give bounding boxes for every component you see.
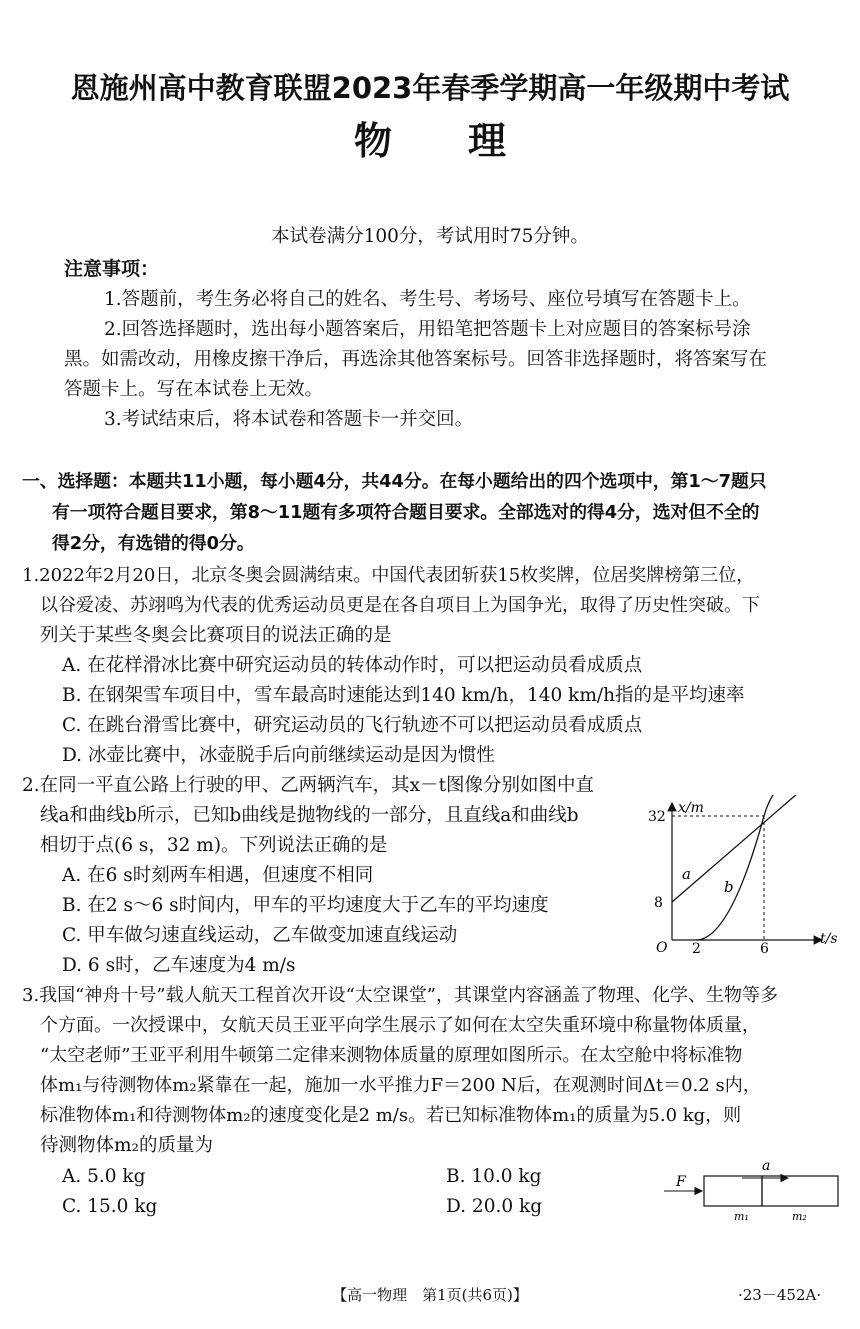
curve-b-label: b (724, 878, 734, 896)
notice-line: 1.答题前，考生务必将自己的姓名、考生号、考场号、座位号填写在答题卡上。 (104, 289, 751, 310)
exam-title: 恩施州高中教育联盟2023年春季学期高一年级期中考试 (70, 71, 790, 105)
notice-line: 黑。如需改动，用橡皮擦干净后，再选涂其他答案标号。回答非选择题时，将答案写在 (64, 349, 768, 370)
q2-option-b: B. 在2 s～6 s时间内，甲车的平均速度大于乙车的平均速度 (62, 895, 549, 916)
force-label: F (676, 1174, 686, 1190)
q3-stem: 个方面。一次授课中，女航天员王亚平向学生展示了如何在太空失重环境中称量物体质量， (40, 1015, 760, 1036)
q2-option-a: A. 在6 s时刻两车相遇，但速度不相同 (62, 865, 374, 886)
q3-stem: 3.我国“神舟十号”载人航天工程首次开设“太空课堂”，其课堂内容涵盖了物理、化学、生物等多 (22, 985, 778, 1006)
score-time-note: 本试卷满分100分，考试用时75分钟。 (271, 226, 589, 247)
y-tick-8: 8 (654, 895, 663, 911)
q2-option-c: C. 甲车做匀速直线运动，乙车做变加速直线运动 (62, 925, 458, 946)
y-tick-32: 32 (648, 809, 666, 825)
page-footer: 【高一物理 第1页(共6页)】 (332, 1286, 528, 1304)
y-axis-label: x/m (678, 800, 704, 816)
x-tick-6: 6 (760, 941, 769, 957)
block-m2 (762, 1176, 838, 1206)
q3-option-c: C. 15.0 kg (62, 1196, 158, 1217)
q3-option-a: A. 5.0 kg (62, 1166, 146, 1187)
q1-stem: 1.2022年2月20日，北京冬奥会圆满结束。中国代表团斩获15枚奖牌，位居奖牌榜第三位， (22, 565, 755, 586)
exam-code: ·23－452A· (738, 1286, 822, 1304)
section-heading: 得2分，有选错的得0分。 (52, 533, 255, 554)
q1-option-c: C. 在跳台滑雪比赛中，研究运动员的飞行轨迹不可以把运动员看成质点 (62, 715, 643, 736)
q2-option-d: D. 6 s时，乙车速度为4 m/s (62, 955, 296, 976)
q1-option-a: A. 在花样滑冰比赛中研究运动员的转体动作时，可以把运动员看成质点 (62, 655, 643, 676)
q1-option-b: B. 在钢架雪车项目中，雪车最高时速能达到140 km/h，140 km/h指的是平均速率 (62, 685, 745, 706)
subject-title: 物 理 (353, 119, 506, 163)
notice-line: 答题卡上。写在本试卷上无效。 (64, 379, 324, 400)
m1-label: m₁ (734, 1210, 749, 1223)
notice-heading: 注意事项： (64, 258, 160, 280)
q3-option-b: B. 10.0 kg (446, 1166, 542, 1187)
q1-stem: 列关于某些冬奥会比赛项目的说法正确的是 (40, 625, 392, 646)
xt-graph (640, 795, 850, 960)
q3-stem: 体m₁与待测物体m₂紧靠在一起，施加一水平推力F＝200 N后，在观测时间Δt＝0.2 s内， (40, 1075, 761, 1096)
q3-stem: 标准物体m₁和待测物体m₂的速度变化是2 m/s。若已知标准物体m₁的质量为5.0 kg，则 (40, 1105, 742, 1126)
q3-stem: 待测物体m₂的质量为 (40, 1135, 213, 1156)
q2-stem: 2.在同一平直公路上行驶的甲、乙两辆汽车，其x－t图像分别如图中直 (22, 775, 595, 796)
q2-stem: 线a和曲线b所示，已知b曲线是抛物线的一部分，且直线a和曲线b (40, 805, 579, 826)
x-axis-label: t/s (820, 931, 838, 947)
x-tick-2: 2 (692, 941, 701, 957)
m2-label: m₂ (792, 1210, 807, 1223)
block-m1 (704, 1176, 762, 1206)
accel-label: a (762, 1158, 771, 1174)
blocks-figure (660, 1158, 850, 1238)
q1-stem: 以谷爱凌、苏翊鸣为代表的优秀运动员更是在各自项目上为国争光，取得了历史性突破。下 (40, 595, 760, 616)
q3-stem: “太空老师”王亚平利用牛顿第二定律来测物体质量的原理如图所示。在太空舱中将标准物 (40, 1045, 743, 1066)
origin-label: O (656, 940, 668, 956)
notice-line: 2.回答选择题时，选出每小题答案后，用铅笔把答题卡上对应题目的答案标号涂 (104, 319, 751, 340)
notice-line: 3.考试结束后，将本试卷和答题卡一并交回。 (104, 409, 474, 430)
curve-a-label: a (682, 865, 691, 883)
q1-option-d: D. 冰壶比赛中，冰壶脱手后向前继续运动是因为惯性 (62, 745, 495, 766)
q3-option-d: D. 20.0 kg (446, 1196, 543, 1217)
section-heading: 有一项符合题目要求，第8～11题有多项符合题目要求。全部选对的得4分，选对但不全的 (52, 502, 760, 523)
q2-stem: 相切于点(6 s，32 m)。下列说法正确的是 (40, 835, 388, 856)
section-heading: 一、选择题：本题共11小题，每小题4分，共44分。在每小题给出的四个选项中，第1～7题只 (22, 471, 767, 492)
